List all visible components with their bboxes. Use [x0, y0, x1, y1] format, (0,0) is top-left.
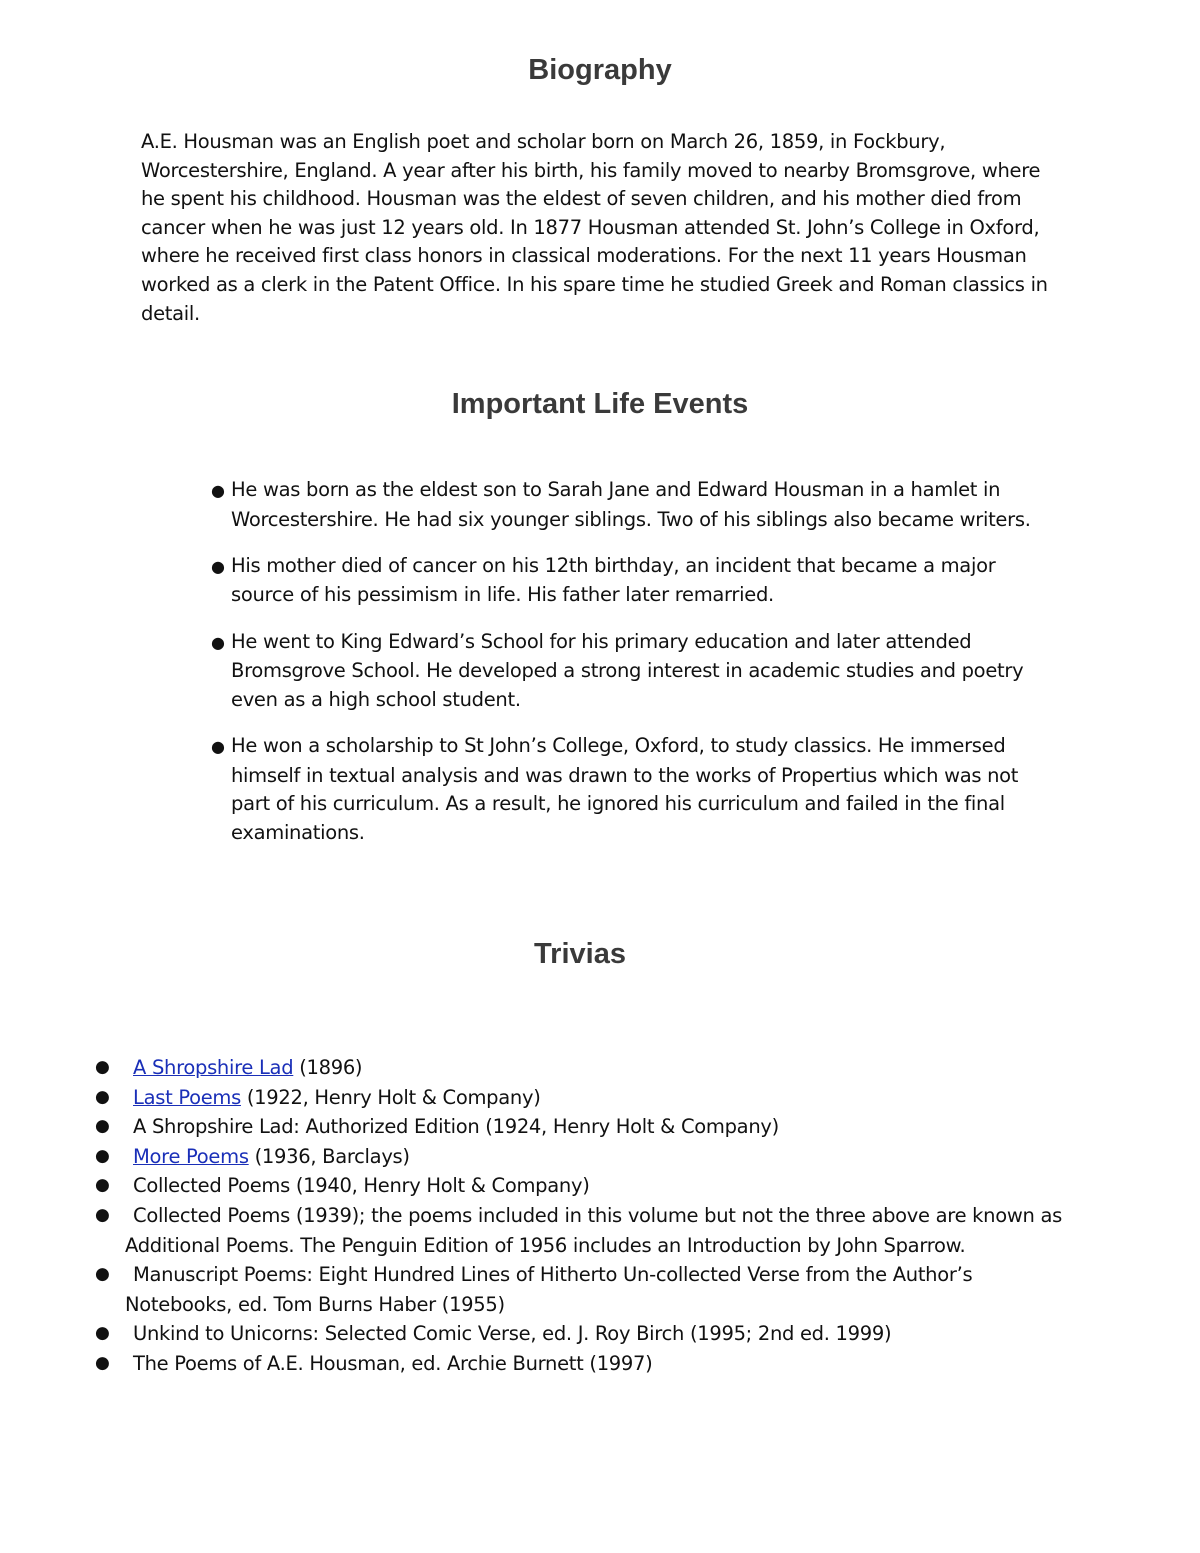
- bullet-icon: ●: [95, 1175, 110, 1196]
- list-item: ● His mother died of cancer on his 12th birthday, an incident that became a major source of his pessimism in life. His father later remarried.: [211, 553, 996, 607]
- life-events-heading: Important Life Events: [451, 388, 749, 420]
- list-item: ● He won a scholarship to St John’s College, Oxford, to study classics. He immersed himself in textual analysis and was drawn to the works of Propertius which was not part of his curriculum. As a result, he ignored his curriculum and failed in the final examinations.: [211, 733, 1019, 844]
- biography-paragraph: A.E. Housman was an English poet and scholar born on March 26, 1859, in Fockbury, Worcestershire, England. A year after his birth, his family moved to nearby Bromsgrove, where he spent his childhood. Housman was the eldest of seven children, and his mother died from cancer when he was just 12 years old. In 1877 Housman attended St. John’s College in Oxford, where he received first class honors in classical moderations. For the next 11 years Housman worked as a clerk in the Patent Office. In his spare time he studied Greek and Roman classics in detail.: [141, 130, 1048, 325]
- bullet-icon: ●: [95, 1145, 110, 1166]
- list-item: ● The Poems of A.E. Housman, ed. Archie Burnett (1997): [95, 1349, 1075, 1379]
- more-poems-link[interactable]: More Poems: [133, 1144, 249, 1168]
- last-poems-link[interactable]: Last Poems: [133, 1085, 241, 1109]
- list-item: ● A Shropshire Lad (1896): [95, 1053, 1075, 1083]
- bullet-icon: ●: [95, 1264, 110, 1285]
- bullet-icon: ●: [95, 1086, 110, 1107]
- trivia-heading: Trivias: [534, 938, 626, 970]
- biography-heading: Biography: [528, 54, 672, 86]
- list-item: ● Collected Poems (1940, Henry Holt & Company): [95, 1171, 1075, 1201]
- list-item: ● Manuscript Poems: Eight Hundred Lines of Hitherto Un-collected Verse from the Author’s Notebooks, ed. Tom Burns Haber (1955): [95, 1260, 1075, 1319]
- list-item: ● Collected Poems (1939); the poems included in this volume but not the three above are known as Additional Poems. The Penguin Edition of 1956 includes an Introduction by John Sparrow.: [95, 1201, 1075, 1260]
- list-item: ● Last Poems (1922, Henry Holt & Company): [95, 1083, 1075, 1113]
- bullet-icon: ●: [95, 1204, 110, 1225]
- bullet-icon: ●: [95, 1116, 110, 1137]
- bullet-icon: ●: [211, 632, 225, 652]
- life-events-list: [193, 476, 1033, 865]
- list-item: ● He was born as the eldest son to Sarah Jane and Edward Housman in a hamlet in Worcestershire. He had six younger siblings. Two of his siblings also became writers.: [211, 478, 1031, 531]
- bullet-icon: ●: [95, 1057, 110, 1077]
- list-item: ● More Poems (1936, Barclays): [95, 1142, 1075, 1172]
- bullet-icon: ●: [95, 1352, 110, 1373]
- trivia-list: [95, 1053, 1075, 1379]
- bullet-icon: ●: [211, 481, 225, 500]
- shropshire-lad-link[interactable]: A Shropshire Lad: [133, 1056, 294, 1079]
- bullet-icon: ●: [211, 556, 225, 576]
- list-item: ● Unkind to Unicorns: Selected Comic Verse, ed. J. Roy Birch (1995; 2nd ed. 1999): [95, 1319, 1075, 1349]
- bullet-icon: ●: [211, 736, 225, 756]
- list-item: ● A Shropshire Lad: Authorized Edition (1924, Henry Holt & Company): [95, 1112, 1075, 1142]
- list-item: ● He went to King Edward’s School for his primary education and later attended Bromsgrove School. He developed a strong interest in academic studies and poetry even as a high school student.: [211, 629, 1024, 711]
- bullet-icon: ●: [95, 1323, 110, 1344]
